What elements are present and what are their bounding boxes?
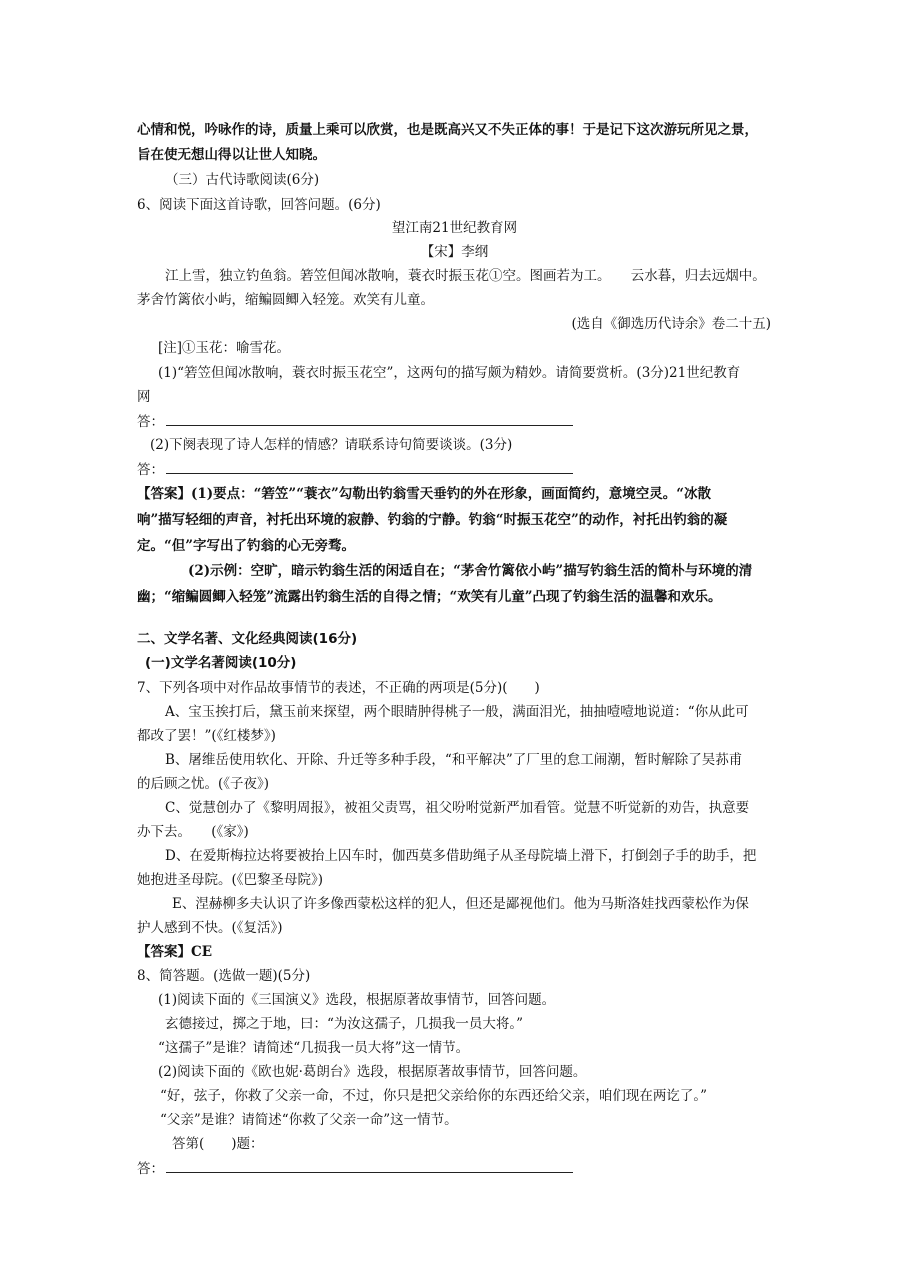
section-2a-heading: (一)文学名著阅读(10分) (145, 655, 297, 671)
question-7: 7、下列各项中对作品故事情节的表述，不正确的两项是(5分)( ) (137, 680, 540, 696)
poem-author: 【宋】李纲 (420, 244, 489, 260)
question-6-1: (1)“箬笠但闻冰散响，蓑衣时振玉花空”，这两句的描写颇为精妙。请简要赏析。(3分)21世纪教育 (158, 365, 741, 381)
answer-line-3 (137, 1159, 573, 1178)
question-8: 8、简答题。(选做一题)(5分) (137, 968, 311, 984)
answer-label: 答： (137, 1161, 164, 1177)
question-8-2-prompt: “父亲”是谁？请简述“你救了父亲一命”这一情节。 (160, 1112, 458, 1128)
option-d-line-2: 她抱进圣母院。(《巴黎圣母院》) (137, 872, 324, 888)
option-a-line-1: A、宝玉挨打后，黛玉前来探望，两个眼睛肿得桃子一般，满面泪光，抽抽噎噎地说道：“你从此可 (165, 704, 749, 720)
answer-6-line-1: 【答案】(1)要点：“箬笠”“蓑衣”勾勒出钓翁雪天垂钓的外在形象，画面简约，意境空灵。“冰散 (137, 486, 711, 502)
question-6-2: (2)下阕表现了诗人怎样的情感？请联系诗句简要谈谈。(3分) (150, 437, 513, 453)
option-c-line-1: C、觉慧创办了《黎明周报》，被祖父责骂，祖父吩咐觉新严加看管。觉慧不听觉新的劝告，执意要 (165, 800, 750, 816)
answer-6-line-5: 幽；“缩鳊圆鲫入轻笼”流露出钓翁生活的自得之情；“欢笑有儿童”凸现了钓翁生活的温馨和欢乐。 (137, 589, 722, 605)
poem-line-1: 江上雪，独立钓鱼翁。箬笠但闻冰散响，蓑衣时振玉花①空。图画若为工。 云水暮，归去远烟中。 (165, 268, 766, 284)
answer-line-2 (137, 460, 573, 479)
question-8-2-quote: “好，弦子，你救了父亲一命，不过，你只是把父亲给你的东西还给父亲，咱们现在两讫了。” (160, 1088, 708, 1104)
option-b-line-2: 的后顾之忧。(《子夜》) (137, 776, 270, 792)
question-6: 6、阅读下面这首诗歌，回答问题。(6分) (137, 197, 381, 213)
answer-line-1 (137, 412, 573, 431)
translation-line-2: 旨在使无想山得以让世人知晓。 (137, 147, 326, 163)
translation-line-1: 心情和悦，吟咏作的诗，质量上乘可以欣赏，也是既高兴又不失正体的事！于是记下这次游玩所见之景， (137, 122, 758, 138)
section-2-heading: 二、文学名著、文化经典阅读(16分) (137, 631, 358, 647)
answer-7: 【答案】CE (137, 944, 213, 960)
poem-note: [注]①玉花：喻雪花。 (158, 340, 291, 356)
question-8-1: (1)阅读下面的《三国演义》选段，根据原著故事情节，回答问题。 (158, 992, 556, 1008)
answer-blank (166, 412, 573, 426)
option-e-line-2: 护人感到不快。(《复活》) (137, 920, 283, 936)
answer-6-line-2: 响”描写轻细的声音，衬托出环境的寂静、钓翁的宁静。钓翁“时振玉花空”的动作，衬托出钓翁的凝 (137, 512, 728, 528)
poem-title: 望江南21世纪教育网 (391, 220, 518, 236)
answer-label: 答： (137, 462, 164, 478)
answer-blank (166, 1159, 573, 1173)
section-heading-poetry: （三）古代诗歌阅读(6分) (165, 172, 320, 188)
option-d-line-1: D、在爱斯梅拉达将要被抬上囚车时，伽西莫多借助绳子从圣母院墙上滑下，打倒刽子手的助手，把 (165, 848, 757, 864)
question-8-1-prompt: “这孺子”是谁？请简述“几损我一员大将”这一情节。 (158, 1040, 470, 1056)
question-8-1-quote: 玄德接过，掷之于地，曰：“为汝这孺子，几损我一员大将。” (165, 1016, 524, 1032)
question-8-2: (2)阅读下面的《欧也妮·葛朗台》选段，根据原著故事情节，回答问题。 (158, 1064, 587, 1080)
option-a-line-2: 都改了罢！”(《红楼梦》) (137, 728, 276, 744)
option-b-line-1: B、屠维岳使用软化、开除、升迁等多种手段，“和平解决”了厂里的怠工闹潮，暂时解除了吴荪甫 (165, 752, 743, 768)
poem-source: (选自《御选历代诗余》卷二十五) (571, 316, 771, 332)
question-6-1-wrap: 网 (137, 389, 151, 405)
answer-6-line-4: (2)示例：空旷，暗示钓翁生活的闲适自在；“茅舍竹篱依小屿”描写钓翁生活的简朴与环境的清 (188, 563, 753, 579)
question-8-choice: 答第( )题： (172, 1136, 264, 1152)
option-e-line-1: E、涅赫柳多夫认识了许多像西蒙松这样的犯人，但还是鄙视他们。他为马斯洛娃找西蒙松作为保 (172, 896, 749, 912)
poem-line-2: 茅舍竹篱依小屿，缩鳊圆鲫入轻笼。欢笑有儿童。 (137, 292, 434, 308)
answer-6-line-3: 定。“但”字写出了钓翁的心无旁骛。 (137, 538, 356, 554)
option-c-line-2: 办下去。 (《家》) (137, 824, 249, 840)
answer-label: 答： (137, 414, 164, 430)
answer-blank (166, 460, 573, 474)
